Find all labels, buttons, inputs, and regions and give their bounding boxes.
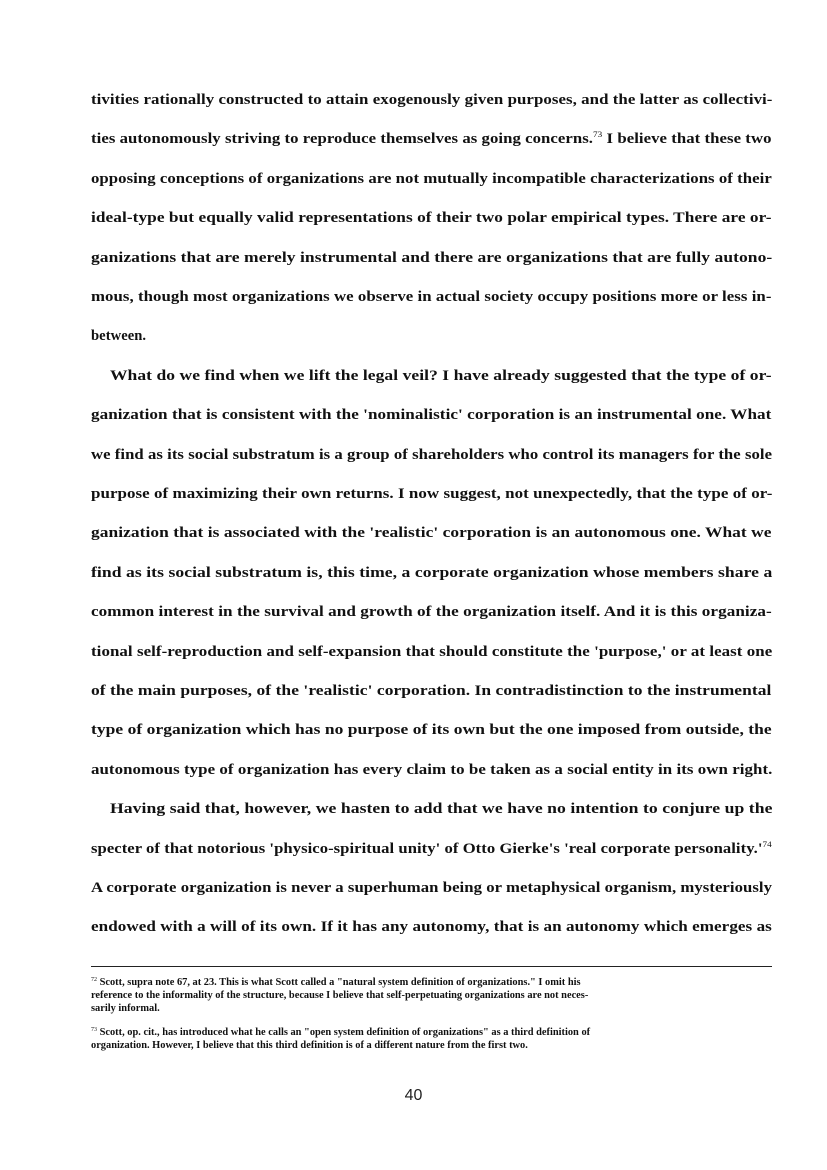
footnote-divider — [91, 966, 772, 967]
paragraph-start: What do we find when we lift the legal veil? I have already suggested that the type of or- — [110, 368, 772, 384]
body-line: find as its social substratum is, this time, a corporate organization whose members share a — [91, 565, 773, 581]
body-line: of the main purposes, of the 'realistic' corporation. In contradistinction to the instrumental — [91, 683, 772, 699]
footnote-text: Scott, supra note 67, at 23. This is what Scott called a "natural system definition of organizations." I omit his — [97, 977, 581, 988]
body-line: purpose of maximizing their own returns. I now suggest, not unexpectedly, that the type of or- — [91, 486, 773, 502]
footnote-mark: 72 — [91, 977, 97, 983]
body-line — [91, 130, 772, 148]
footnote-ref-74: 74 — [762, 840, 772, 849]
footnote-mark: 73 — [91, 1027, 97, 1033]
footnote-text: Scott, op. cit., has introduced what he calls an "open system definition of organizations" as a third definition of — [97, 1027, 591, 1038]
paragraph-start: Having said that, however, we hasten to add that we have no intention to conjure up the — [110, 801, 773, 817]
body-line: we find as its social substratum is a group of shareholders who control its managers for the sole — [91, 447, 773, 463]
body-line: ganization that is consistent with the 'nominalistic' corporation is an instrumental one. What — [91, 407, 772, 423]
body-line: tivities rationally constructed to attain exogenously given purposes, and the latter as collectivi- — [91, 92, 773, 108]
body-line: ideal-type but equally valid representations of their two polar empirical types. There are or- — [91, 210, 772, 226]
body-line: endowed with a will of its own. If it has any autonomy, that is an autonomy which emerges as — [91, 919, 772, 935]
body-line: type of organization which has no purpose of its own but the one imposed from outside, the — [91, 722, 772, 738]
body-line: ganization that is associated with the 'realistic' corporation is an autonomous one. What we — [91, 525, 772, 541]
body-line — [91, 840, 772, 858]
body-line: A corporate organization is never a superhuman being or metaphysical organism, mysteriously — [91, 880, 773, 896]
footnote-ref-73: 73 — [593, 130, 603, 139]
footnote-72 — [91, 977, 581, 989]
body-line: opposing conceptions of organizations are not mutually incompatible characterizations of their — [91, 171, 772, 187]
footnote-line: sarily informal. — [91, 1003, 160, 1014]
body-line: ganizations that are merely instrumental and there are organizations that are fully autono- — [91, 250, 773, 266]
body-line: common interest in the survival and growth of the organization itself. And it is this organiza- — [91, 604, 772, 620]
body-line: autonomous type of organization has every claim to be taken as a social entity in its own right. — [91, 762, 773, 778]
footnote-line: reference to the informality of the structure, because I believe that self-perpetuating organizations are not neces- — [91, 990, 589, 1001]
body-line-text: ties autonomously striving to reproduce themselves as going concerns. — [91, 131, 594, 147]
page-number: 40 — [404, 1087, 423, 1104]
body-line-text: I believe that these two — [602, 131, 772, 147]
footnote-73 — [91, 1027, 590, 1039]
body-line: between. — [91, 328, 147, 344]
body-line: mous, though most organizations we observe in actual society occupy positions more or less in- — [91, 289, 772, 305]
footnote-line: organization. However, I believe that this third definition is of a different nature from the first two. — [91, 1040, 528, 1051]
body-line: tional self-reproduction and self-expansion that should constitute the 'purpose,' or at least one — [91, 644, 773, 660]
body-line-text: specter of that notorious 'physico-spiritual unity' of Otto Gierke's 'real corporate personality.' — [91, 841, 763, 857]
